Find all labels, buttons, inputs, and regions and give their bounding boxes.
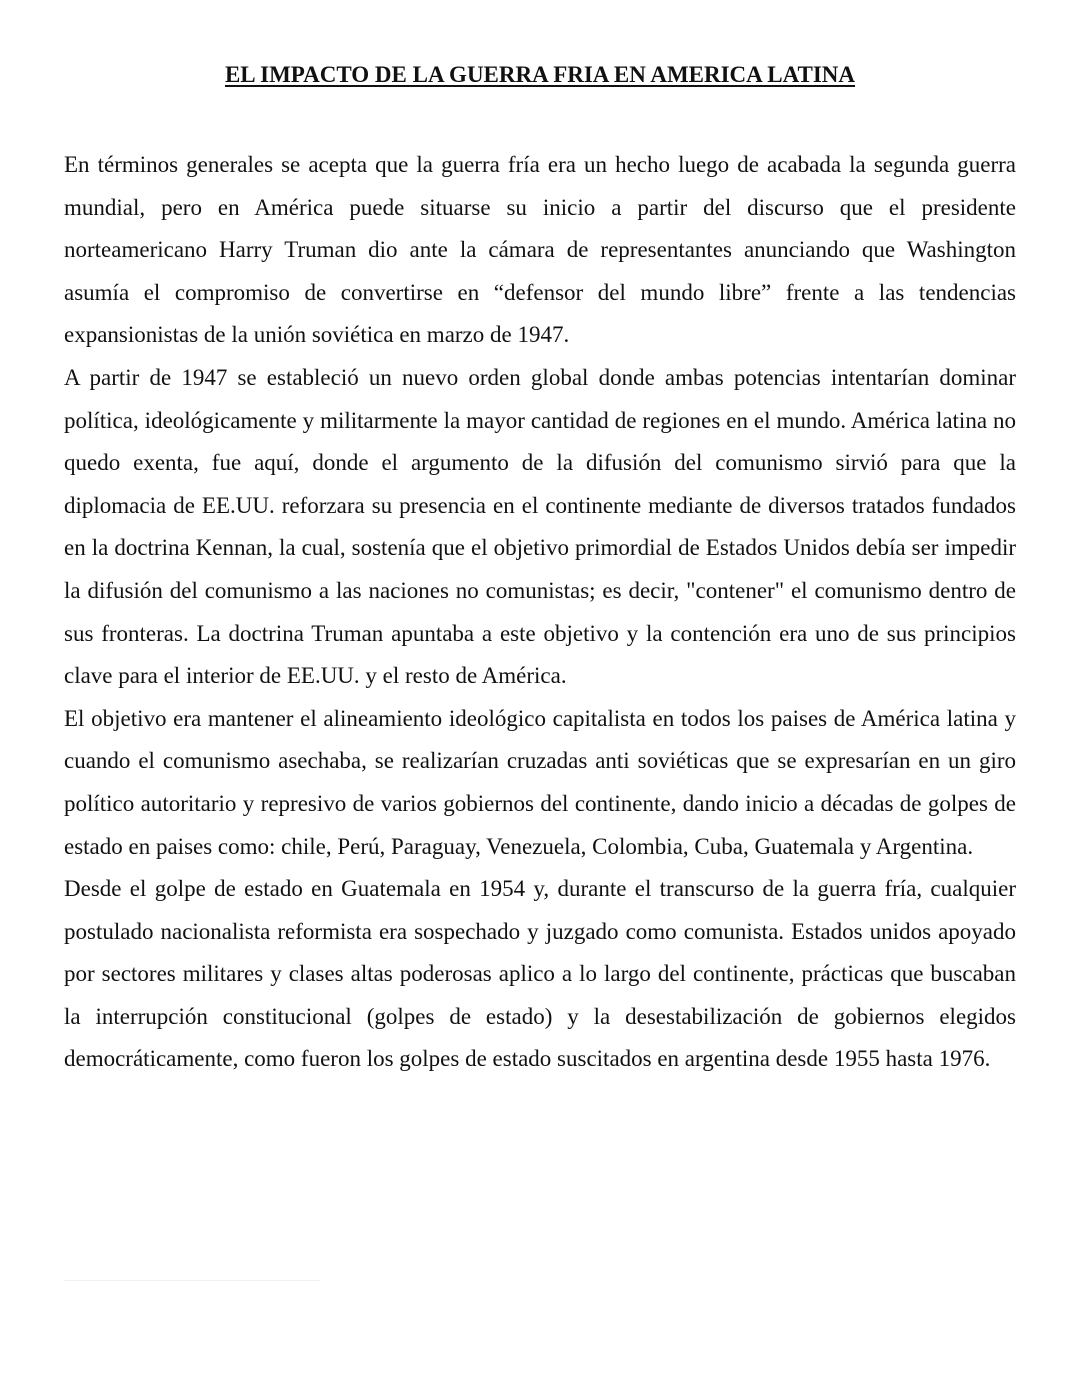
paragraph-4: Desde el golpe de estado en Guatemala en 1954 y, durante el transcurso de la guerra fría, cualquier postulado nacionalista reformista era sospechado y juzgado como comunista. Estados unidos apoyado por sectores militares y clases altas poderosas aplico a lo largo del continente, prácticas que buscaban la interrupción constitucional (golpes de estado) y la desestabilización de gobiernos elegidos democráticamente, como fueron los golpes de estado suscitados en argentina desde 1955 hasta 1976. (64, 876, 1016, 1072)
document-body (64, 144, 1016, 1081)
footnote-separator (64, 1280, 320, 1281)
document-title: EL IMPACTO DE LA GUERRA FRIA EN AMERICA LATINA (224, 62, 856, 87)
paragraph-1: En términos generales se acepta que la guerra fría era un hecho luego de acabada la segunda guerra mundial, pero en América puede situarse su inicio a partir del discurso que el presidente norteamericano Harry Truman dio ante la cámara de representantes anunciando que Washington asumía el compromiso de convertirse en “defensor del mundo libre” frente a las tendencias expansionistas de la unión soviética en marzo de 1947. (64, 152, 1016, 348)
paragraph-3: El objetivo era mantener el alineamiento ideológico capitalista en todos los paises de América latina y cuando el comunismo asechaba, se realizarían cruzadas anti soviéticas que se expresarían en un giro político autoritario y represivo de varios gobiernos del continente, dando inicio a décadas de golpes de estado en paises como: chile, Perú, Paraguay, Venezuela, Colombia, Cuba, Guatemala y Argentina. (64, 705, 1016, 859)
paragraph-2: A partir de 1947 se estableció un nuevo orden global donde ambas potencias intentarían dominar política, ideológicamente y militarmente la mayor cantidad de regiones en el mundo. América latina no quedo exenta, fue aquí, donde el argumento de la difusión del comunismo sirvió para que la diplomacia de EE.UU. reforzara su presencia en el continente mediante de diversos tratados fundados en la doctrina Kennan, la cual, sostenía que el objetivo primordial de Estados Unidos debía ser impedir la difusión del comunismo a las naciones no comunistas; es decir, "contener" el comunismo dentro de sus fronteras. La doctrina Truman apuntaba a este objetivo y la contención era uno de sus principios clave para el interior de EE.UU. y el resto de América. (64, 364, 1016, 689)
